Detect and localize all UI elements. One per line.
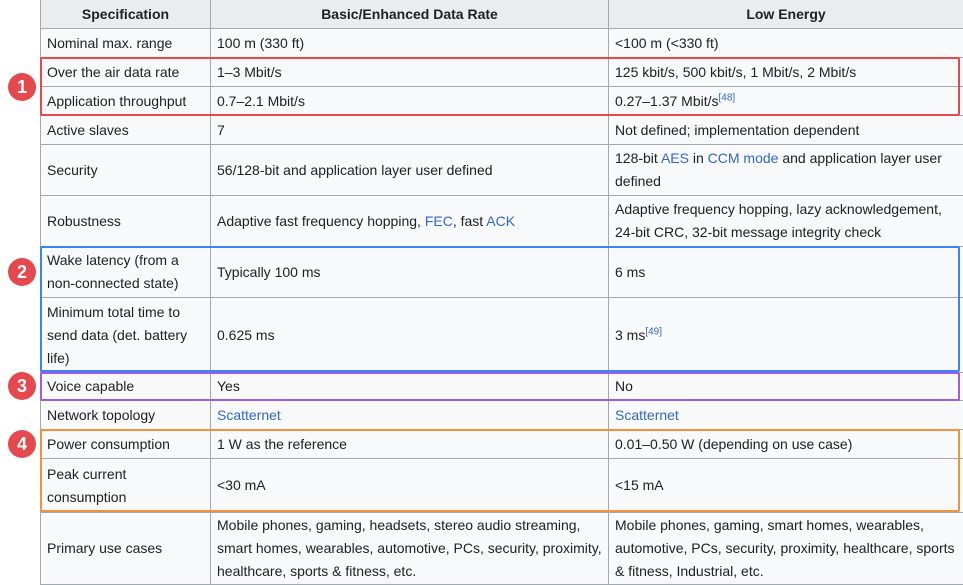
table-row xyxy=(41,401,963,430)
table-row xyxy=(41,145,963,196)
cell-text: in xyxy=(689,150,708,166)
spec-cell: Robustness xyxy=(41,196,211,247)
cell-text: 100 m (330 ft) xyxy=(217,35,304,51)
annotation-badge-2: 2 xyxy=(8,258,36,286)
spec-cell: Active slaves xyxy=(41,116,211,145)
annotation-badge-1: 1 xyxy=(8,73,36,101)
spec-cell: Power consumption xyxy=(41,430,211,459)
cell-text: 56/128-bit and application layer user defined xyxy=(217,162,493,178)
wiki-link[interactable]: AES xyxy=(661,150,689,166)
cell-text: , fast xyxy=(453,213,486,229)
le-cell xyxy=(609,401,963,430)
cell-text: 0.01–0.50 W (depending on use case) xyxy=(615,436,852,452)
spec-cell: Application throughput xyxy=(41,87,211,116)
cell-text: <15 mA xyxy=(615,477,664,493)
cell-text: 3 ms xyxy=(615,327,645,343)
cell-text: and application layer user defined xyxy=(615,150,942,189)
citation-link[interactable]: [48] xyxy=(719,92,736,103)
spec-cell: Network topology xyxy=(41,401,211,430)
le-cell xyxy=(609,513,963,585)
bredr-cell xyxy=(211,513,609,585)
table-row xyxy=(41,29,963,58)
cell-text: Adaptive fast frequency hopping, xyxy=(217,213,425,229)
cell-text: Adaptive frequency hopping, lazy acknowledgement, 24-bit CRC, 32-bit message integrity check xyxy=(615,201,942,240)
spec-cell: Nominal max. range xyxy=(41,29,211,58)
cell-text: <30 mA xyxy=(217,477,266,493)
bredr-cell xyxy=(211,116,609,145)
bredr-cell xyxy=(211,29,609,58)
wiki-link[interactable]: Scatternet xyxy=(615,407,679,423)
highlight-box-4 xyxy=(40,429,960,512)
spec-cell: Minimum total time to send data (det. battery life) xyxy=(41,298,211,373)
annotation-badge-3: 3 xyxy=(8,372,36,400)
wiki-link[interactable]: Scatternet xyxy=(217,407,281,423)
cell-text: Typically 100 ms xyxy=(217,264,320,280)
spec-cell: Security xyxy=(41,145,211,196)
bredr-cell xyxy=(211,401,609,430)
le-cell xyxy=(609,145,963,196)
highlight-box-2 xyxy=(40,246,960,372)
le-cell xyxy=(609,196,963,247)
header-bredr: Basic/Enhanced Data Rate xyxy=(211,0,609,29)
cell-text: 1 W as the reference xyxy=(217,436,347,452)
spec-cell: Wake latency (from a non-connected state) xyxy=(41,247,211,298)
table-row xyxy=(41,196,963,247)
le-cell xyxy=(609,29,963,58)
cell-text: 0.625 ms xyxy=(217,327,275,343)
wiki-link[interactable]: ACK xyxy=(486,213,515,229)
table-row xyxy=(41,513,963,585)
header-specification: Specification xyxy=(41,0,211,29)
le-cell xyxy=(609,116,963,145)
cell-text: 0.7–2.1 Mbit/s xyxy=(217,93,305,109)
spec-cell: Voice capable xyxy=(41,373,211,401)
cell-text: 7 xyxy=(217,122,225,138)
cell-text: Mobile phones, gaming, smart homes, wearables, automotive, PCs, security, proximity, healthcare, sports & fitness, Industrial, etc. xyxy=(615,517,955,579)
cell-text: 0.27–1.37 Mbit/s xyxy=(615,93,719,109)
cell-text: Not defined; implementation dependent xyxy=(615,122,859,138)
spec-cell: Primary use cases xyxy=(41,513,211,585)
bredr-cell xyxy=(211,145,609,196)
annotation-badge-4: 4 xyxy=(8,430,36,458)
wiki-link[interactable]: FEC xyxy=(425,213,453,229)
table-row xyxy=(41,116,963,145)
cell-text: Mobile phones, gaming, headsets, stereo audio streaming, smart homes, wearables, automotive, PCs, security, proximity, healthcare, sports & fitness, etc. xyxy=(217,517,602,579)
bredr-cell xyxy=(211,196,609,247)
spec-cell: Peak current consumption xyxy=(41,459,211,513)
wiki-link[interactable]: CCM mode xyxy=(708,150,779,166)
cell-text: 125 kbit/s, 500 kbit/s, 1 Mbit/s, 2 Mbit/s xyxy=(615,64,856,80)
spec-cell: Over the air data rate xyxy=(41,58,211,87)
highlight-box-3 xyxy=(40,372,960,401)
highlight-box-1 xyxy=(40,57,960,116)
cell-text: 128-bit xyxy=(615,150,661,166)
cell-text: No xyxy=(615,378,633,394)
cell-text: Yes xyxy=(217,378,240,394)
cell-text: 1–3 Mbit/s xyxy=(217,64,282,80)
citation-link[interactable]: [49] xyxy=(645,326,662,337)
header-row xyxy=(41,0,963,29)
cell-text: <100 m (<330 ft) xyxy=(615,35,719,51)
header-low-energy: Low Energy xyxy=(609,0,963,29)
cell-text: 6 ms xyxy=(615,264,645,280)
